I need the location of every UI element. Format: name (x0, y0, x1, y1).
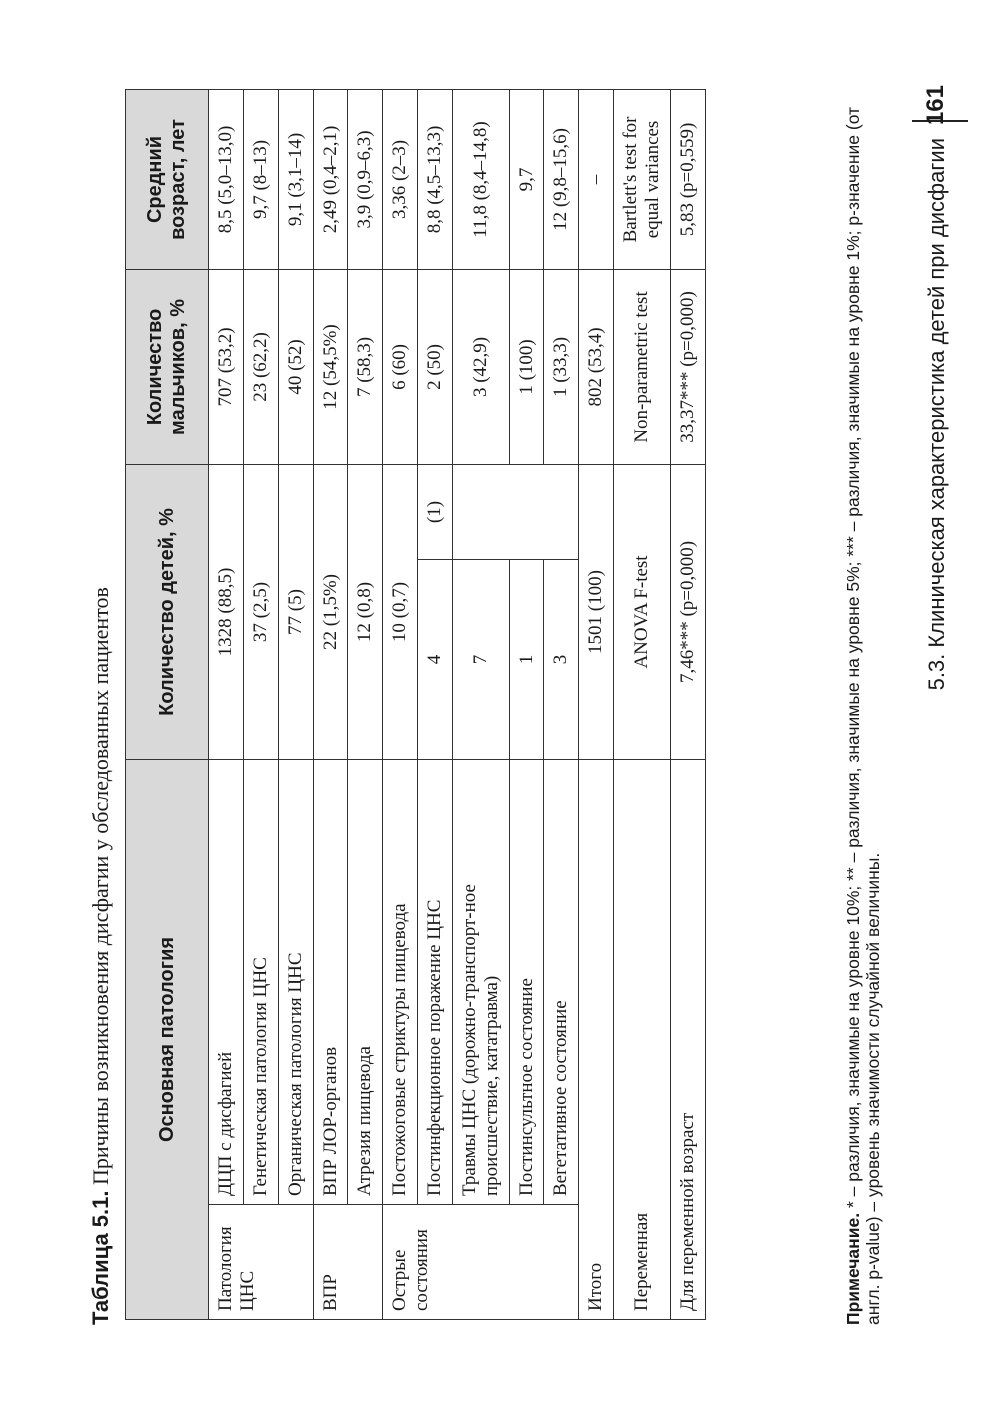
row-children: 1 (509, 559, 544, 759)
table-row (383, 89, 418, 1319)
row-name: Атрезия пищевода (348, 759, 383, 1204)
page-number: 161 (922, 85, 949, 126)
table-row (313, 89, 348, 1319)
note-text: * – различия, значимые на уровне 10%; ** – различия, значимые на уровне 5%; *** – различия, значимые на уровне 1%; p-значение (от англ. p-value) – уровень значимости случайной величины. (843, 106, 884, 1325)
row-children-pct: (1) (418, 464, 453, 559)
row-age: 9,7 (8–13) (243, 89, 278, 269)
row-name: Постинфекционное поражение ЦНС (418, 759, 453, 1204)
note-label: Примечание. (843, 1212, 863, 1325)
for-age-children: 7,46*** (p=0,000) (670, 464, 705, 759)
table-row (418, 89, 453, 1319)
group-cns: Патология ЦНС (209, 1205, 314, 1320)
row-name: Постинсультное состояние (509, 759, 544, 1204)
total-boys: 802 (53,4) (579, 269, 614, 464)
row-boys: 2 (50) (418, 269, 453, 464)
caption-text: Причины возникновения дисфагии у обследованных пациентов (88, 587, 113, 1191)
page-footer (910, 0, 970, 1420)
row-children: 10 (0,7) (383, 464, 418, 759)
table-row (509, 89, 544, 1319)
row-boys: 23 (62,2) (243, 269, 278, 464)
total-age: – (579, 89, 614, 269)
for-age-age: 5,83 (p=0,559) (670, 89, 705, 269)
empty-cell (452, 464, 578, 559)
variable-row (614, 89, 671, 1319)
row-children: 4 (418, 559, 453, 759)
total-name: Итого (579, 759, 614, 1319)
row-children: 3 (544, 559, 579, 759)
total-row (579, 89, 614, 1319)
row-age: 9,1 (3,1–14) (278, 89, 313, 269)
table-row (278, 89, 313, 1319)
row-children: 22 (1,5%) (313, 464, 348, 759)
group-acute: Острые состояния (383, 1205, 579, 1320)
for-age-boys: 33,37*** (p=0,000) (670, 269, 705, 464)
variable-name: Переменная (614, 759, 671, 1319)
row-boys: 7 (58,3) (348, 269, 383, 464)
row-children: 37 (2,5) (243, 464, 278, 759)
row-name: Вегетативное состояние (544, 759, 579, 1204)
row-boys: 1 (33,3) (544, 269, 579, 464)
row-age: 3,36 (2–3) (383, 89, 418, 269)
header-row (126, 89, 209, 1319)
variable-age: Bartlett's test for equal variances (614, 89, 671, 269)
row-boys: 3 (42,9) (452, 269, 509, 464)
row-age: 9,7 (509, 89, 544, 269)
total-children: 1501 (100) (579, 464, 614, 759)
row-children: 12 (0,8) (348, 464, 383, 759)
table-row (348, 89, 383, 1319)
row-name: Травмы ЦНС (дорожно-транспорт-ное происшествие, кататравма) (452, 759, 509, 1204)
header-age: Средний возраст, лет (126, 89, 209, 269)
row-children: 1328 (88,5) (209, 464, 244, 759)
row-age: 8,5 (5,0–13,0) (209, 89, 244, 269)
table-row (209, 89, 244, 1319)
row-age: 2,49 (0,4–2,1) (313, 89, 348, 269)
row-name: Постожоговые стриктуры пищевода (383, 759, 418, 1204)
caption-label: Таблица 5.1. (88, 1190, 113, 1325)
variable-children: ANOVA F-test (614, 464, 671, 759)
table-row (544, 89, 579, 1319)
patients-table (125, 89, 706, 1320)
row-name: ДЦП с дисфагией (209, 759, 244, 1204)
row-boys: 40 (52) (278, 269, 313, 464)
row-boys: 6 (60) (383, 269, 418, 464)
row-age: 12 (9,8–15,6) (544, 89, 579, 269)
row-children: 77 (5) (278, 464, 313, 759)
table-caption (88, 587, 114, 1325)
row-boys: 707 (53,2) (209, 269, 244, 464)
table-row (452, 89, 509, 1319)
for-age-name: Для переменной возраст (670, 759, 705, 1319)
row-name: Органическая патология ЦНС (278, 759, 313, 1204)
row-children: 7 (452, 559, 509, 759)
row-age: 3,9 (0,9–6,3) (348, 89, 383, 269)
age-variable-row (670, 89, 705, 1319)
row-name: Генетическая патология ЦНС (243, 759, 278, 1204)
header-boys: Количество мальчиков, % (126, 269, 209, 464)
row-age: 8,8 (4,5–13,3) (418, 89, 453, 269)
table-note (843, 85, 883, 1325)
table-row (243, 89, 278, 1319)
group-vpr: ВПР (313, 1205, 383, 1320)
row-boys: 12 (54,5%) (313, 269, 348, 464)
variable-boys: Non-parametric test (614, 269, 671, 464)
section-title: 5.3. Клиническая характеристика детей при дисфагии (924, 138, 949, 691)
row-age: 11,8 (8,4–14,8) (452, 89, 509, 269)
row-name: ВПР ЛОР-органов (313, 759, 348, 1204)
header-pathology: Основная патология (126, 759, 209, 1319)
row-boys: 1 (100) (509, 269, 544, 464)
header-children: Количество детей, % (126, 464, 209, 759)
